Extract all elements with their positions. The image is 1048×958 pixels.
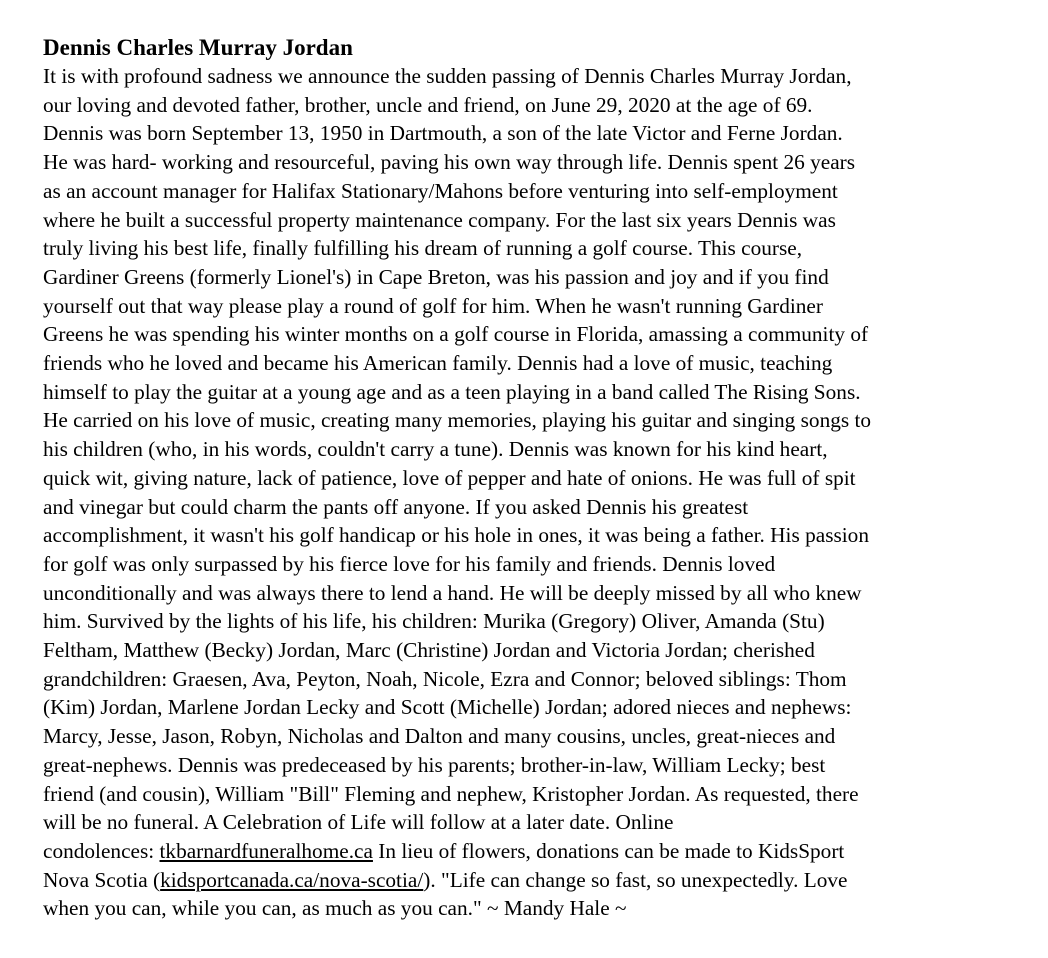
donation-label: Nova Scotia ( [43, 867, 161, 892]
obituary-page [43, 34, 1023, 923]
body-line: Dennis was born September 13, 1950 in Dartmouth, a son of the late Victor and Ferne Jordan. [43, 121, 843, 146]
kidsport-link[interactable]: kidsportcanada.ca/nova-scotia/ [160, 867, 424, 892]
body-line: friend (and cousin), William "Bill" Fleming and nephew, Kristopher Jordan. As requested, there [43, 781, 859, 806]
obituary-title: Dennis Charles Murray Jordan [43, 35, 353, 60]
body-line: for golf was only surpassed by his fierce love for his family and friends. Dennis loved [43, 551, 776, 576]
body-line: friends who he loved and became his American family. Dennis had a love of music, teaching [43, 351, 833, 376]
obituary-body [43, 62, 1023, 923]
body-line: unconditionally and was always there to lend a hand. He will be deeply missed by all who knew [43, 580, 862, 605]
body-line: where he built a successful property maintenance company. For the last six years Dennis was [43, 207, 836, 232]
condolences-label: condolences: [43, 838, 160, 863]
body-line: accomplishment, it wasn't his golf handicap or his hole in ones, it was being a father. His passion [43, 523, 869, 548]
body-line: It is with profound sadness we announce the sudden passing of Dennis Charles Murray Jordan, [43, 64, 852, 88]
body-line: truly living his best life, finally fulfilling his dream of running a golf course. This course, [43, 236, 803, 261]
body-line: and vinegar but could charm the pants off anyone. If you asked Dennis his greatest [43, 494, 749, 519]
body-line: as an account manager for Halifax Stationary/Mahons before venturing into self-employment [43, 178, 838, 203]
body-line: Marcy, Jesse, Jason, Robyn, Nicholas and Dalton and many cousins, uncles, great-nieces and [43, 724, 836, 749]
donation-line [43, 866, 1023, 895]
body-line: him. Survived by the lights of his life, his children: Murika (Gregory) Oliver, Amanda (Stu) [43, 609, 825, 634]
body-line: quick wit, giving nature, lack of patience, love of pepper and hate of onions. He was full of spit [43, 465, 856, 490]
body-line: great-nephews. Dennis was predeceased by his parents; brother-in-law, William Lecky; best [43, 752, 826, 777]
body-line: (Kim) Jordan, Marlene Jordan Lecky and Scott (Michelle) Jordan; adored nieces and nephews: [43, 695, 852, 720]
body-line: will be no funeral. A Celebration of Life will follow at a later date. Online [43, 810, 674, 835]
body-line: He carried on his love of music, creating many memories, playing his guitar and singing songs to [43, 408, 872, 433]
body-line: his children (who, in his words, couldn't carry a tune). Dennis was known for his kind heart, [43, 437, 828, 462]
body-line: himself to play the guitar at a young age and as a teen playing in a band called The Rising Sons. [43, 379, 861, 404]
body-line: yourself out that way please play a round of golf for him. When he wasn't running Gardiner [43, 293, 823, 318]
body-line: Greens he was spending his winter months on a golf course in Florida, amassing a community of [43, 322, 869, 347]
quote-text: ). "Life can change so fast, so unexpectedly. Love [423, 867, 848, 892]
condolences-line [43, 837, 1023, 866]
body-line: our loving and devoted father, brother, uncle and friend, on June 29, 2020 at the age of 69. [43, 92, 813, 117]
quote-line: when you can, while you can, as much as you can." ~ Mandy Hale ~ [43, 896, 627, 921]
donation-text: In lieu of flowers, donations can be made to KidsSport [372, 838, 845, 863]
funeral-home-link[interactable]: tkbarnardfuneralhome.ca [159, 838, 373, 863]
body-line: Gardiner Greens (formerly Lionel's) in Cape Breton, was his passion and joy and if you find [43, 264, 829, 289]
body-line: Feltham, Matthew (Becky) Jordan, Marc (Christine) Jordan and Victoria Jordan; cherished [43, 638, 815, 663]
body-line: grandchildren: Graesen, Ava, Peyton, Noah, Nicole, Ezra and Connor; beloved siblings: Thom [43, 666, 847, 691]
body-line: He was hard- working and resourceful, paving his own way through life. Dennis spent 26 years [43, 150, 856, 175]
